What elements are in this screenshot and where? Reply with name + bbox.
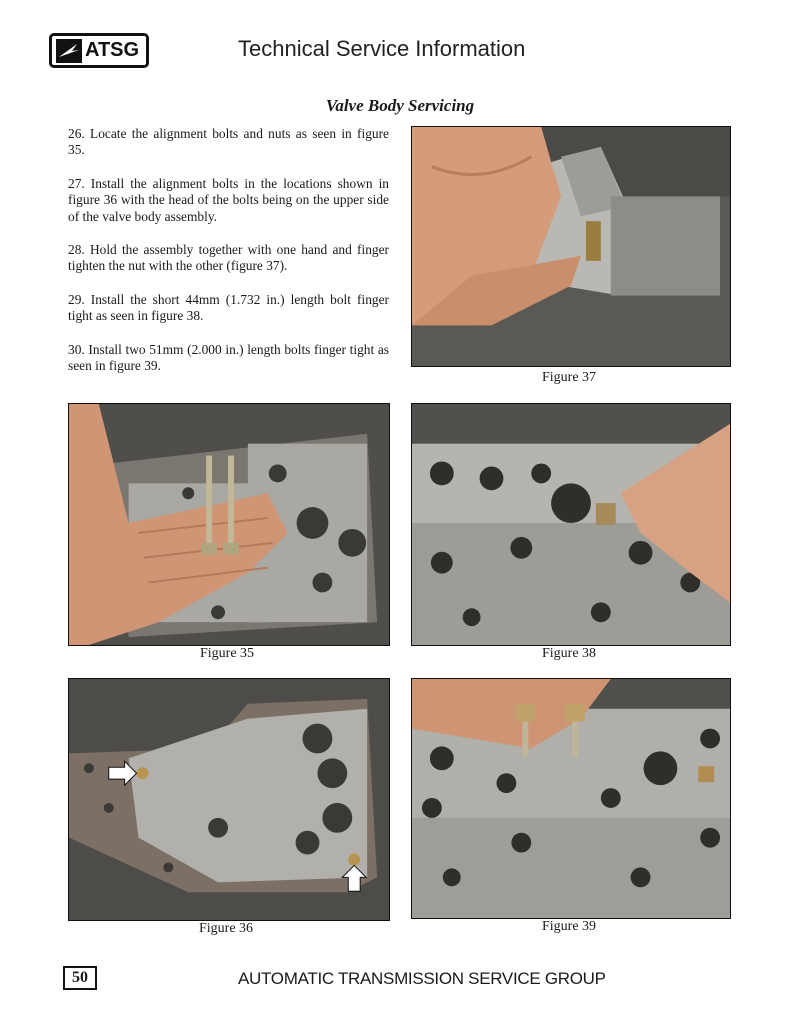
figure-35-caption: Figure 35 xyxy=(200,646,255,661)
figure-36-caption: Figure 36 xyxy=(199,921,254,936)
figure-38-photo xyxy=(411,403,731,646)
figure-38-caption: Figure 38 xyxy=(542,646,597,661)
step-26: 26. Locate the alignment bolts and nuts as seen in figure 35. xyxy=(68,126,389,158)
logo-text: ATSG xyxy=(85,39,140,61)
figure-37-caption: Figure 37 xyxy=(542,370,597,385)
atsg-logo-icon xyxy=(56,39,82,63)
atsg-logo xyxy=(49,33,149,68)
figure-37-photo xyxy=(411,126,731,367)
step-29: 29. Install the short 44mm (1.732 in.) length bolt finger tight as seen in figure 38. xyxy=(68,291,389,324)
footer-org: AUTOMATIC TRANSMISSION SERVICE GROUP xyxy=(238,969,606,988)
page-number: 50 xyxy=(63,966,97,990)
figure-36-photo xyxy=(68,678,390,921)
step-27: 27. Install the alignment bolts in the locations shown in figure 36 with the head of the bolts being on the upper side of the valve body assembly. xyxy=(68,175,389,224)
instruction-steps xyxy=(68,126,389,391)
page-header-title: Technical Service Information xyxy=(238,36,526,61)
section-title: Valve Body Servicing xyxy=(325,96,475,115)
figure-35-photo xyxy=(68,403,390,646)
step-28: 28. Hold the assembly together with one hand and finger tighten the nut with the other (figure 37). xyxy=(68,242,389,274)
figure-39-caption: Figure 39 xyxy=(542,919,597,934)
step-30: 30. Install two 51mm (2.000 in.) length bolts finger tight as seen in figure 39. xyxy=(68,341,389,374)
figure-39-photo xyxy=(411,678,731,919)
